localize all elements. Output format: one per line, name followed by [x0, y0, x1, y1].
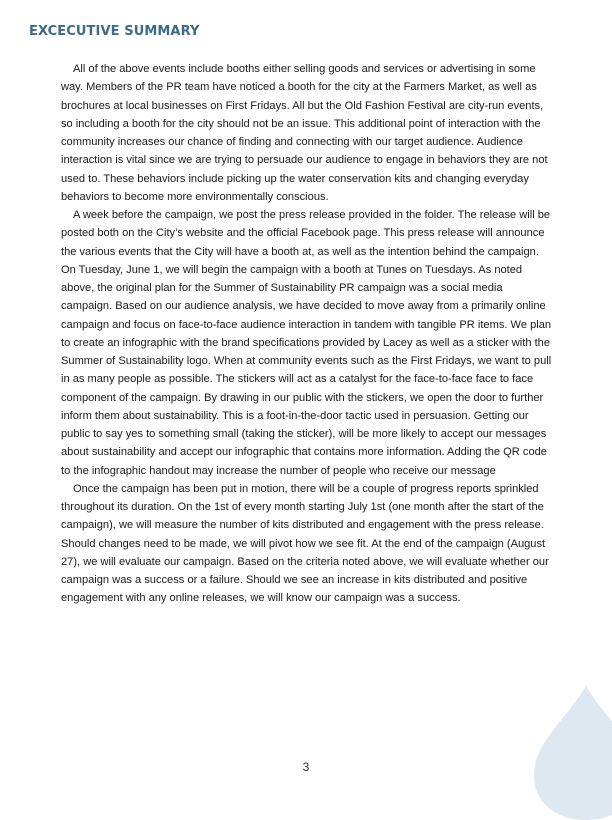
water-drop-icon: [526, 680, 612, 820]
page-title: EXCECUTIVE SUMMARY: [29, 24, 200, 39]
paragraph: Once the campaign has been put in motion, there will be a couple of progress reports sprinkled throughout its duration. On the 1st of every month starting July 1st (one month after the start of the campaign), we will measure the number of kits distributed and engagement with the press release. Should changes need to be made, we will pivot how we see fit. At the end of the campaign (August 27), we will evaluate our campaign. Based on the criteria noted above, we will evaluate whether our campaign was a success or a failure. Should we see an increase in kits distributed and positive engagement with any online releases, we will know our campaign was a success.: [61, 482, 549, 605]
page-number: 3: [302, 760, 310, 774]
body-text: [61, 60, 553, 608]
paragraph: All of the above events include booths either selling goods and services or advertising in some way. Members of the PR team have noticed a booth for the city at the Farmers Market, as well as brochures at local businesses on First Fridays. All but the Old Fashion Festival are city-run events, so including a booth for the city should not be an issue. This additional point of interaction with the community increases our chance of finding and connecting with our target audience. Audience interaction is vital since we are trying to persuade our audience to engage in behaviors they are not used to. These behaviors include picking up the water conservation kits and changing everyday behaviors to become more environmentally conscious.: [61, 63, 548, 203]
paragraph: A week before the campaign, we post the press release provided in the folder. The release will be posted both on the City’s website and the official Facebook page. This press release will announce the various events that the City will have a booth at, as well as the intention behind the campaign. On Tuesday, June 1, we will begin the campaign with a booth at Tunes on Tuesdays. As noted above, the original plan for the Summer of Sustainability PR campaign was a social media campaign. Based on our audience analysis, we have decided to move away from a primarily online campaign and focus on face-to-face audience interaction in tandem with tangible PR items. We plan to create an infographic with the brand specifications provided by Lacey as well as a sticker with the Summer of Sustainability logo. When at community events such as the First Fridays, we want to pull in as many people as possible. The stickers will act as a catalyst for the face-to-face face to face component of the campaign. By drawing in our public with the stickers, we open the door to further inform them about sustainability. This is a foot-in-the-door tactic used in persuasion. Getting our public to say yes to something small (taking the sticker), will be more likely to accept our messages about sustainability and accept our infographic that contains more information. Adding the QR code to the infographic handout may increase the number of people who receive our message: [61, 209, 552, 477]
